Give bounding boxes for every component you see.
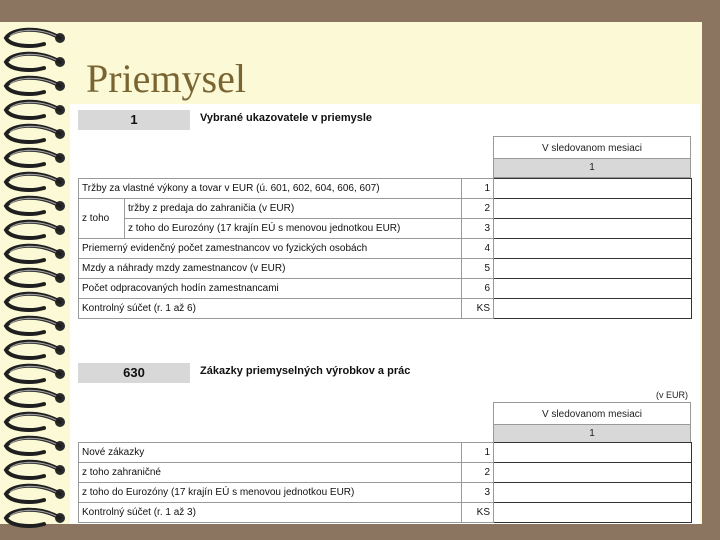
binding-ring-icon: [6, 510, 60, 526]
section1-heading: Vybrané ukazovatele v priemysle: [200, 112, 373, 124]
section1-column-label: V sledovanom mesiaci: [494, 137, 690, 159]
row-number: 3: [462, 483, 494, 503]
binding-ring-icon: [6, 438, 60, 454]
binding-ring-icon: [6, 222, 60, 238]
section2-column-number: 1: [494, 425, 690, 443]
row-number: 5: [462, 259, 494, 279]
frame-right: [702, 0, 720, 540]
section1-code: 1: [78, 110, 190, 130]
section2-code: 630: [78, 363, 190, 383]
table-row: [79, 483, 692, 503]
row-group-label: z toho: [79, 199, 125, 239]
binding-ring-icon: [6, 150, 60, 166]
row-number: 1: [462, 179, 494, 199]
section2-column-header: [493, 402, 691, 444]
row-label: Mzdy a náhrady mzdy zamestnancov (v EUR): [79, 259, 462, 279]
binding-ring-icon: [6, 294, 60, 310]
row-number: 4: [462, 239, 494, 259]
row-number: 2: [462, 463, 494, 483]
binding-ring-icon: [6, 462, 60, 478]
form-sheet: [70, 104, 700, 524]
table-row: [79, 239, 692, 259]
table-row: [79, 503, 692, 523]
value-cell[interactable]: [494, 279, 692, 299]
binding-ring-icon: [6, 342, 60, 358]
table-row: [79, 279, 692, 299]
section2-heading: Zákazky priemyselných výrobkov a prác: [200, 365, 411, 377]
table-row: [79, 259, 692, 279]
table-row: [79, 463, 692, 483]
binding-ring-icon: [6, 486, 60, 502]
row-number: KS: [462, 299, 494, 319]
value-cell[interactable]: [494, 219, 692, 239]
value-cell[interactable]: [494, 299, 692, 319]
section1-column-header: [493, 136, 691, 178]
row-label: z toho do Eurozóny (17 krajín EÚ s menovou jednotkou EUR): [125, 219, 462, 239]
row-label: Priemerný evidenčný počet zamestnancov vo fyzických osobách: [79, 239, 462, 259]
binding-ring-icon: [6, 414, 60, 430]
binding-ring-icon: [6, 78, 60, 94]
binding-ring-icon: [6, 318, 60, 334]
table-row: [79, 199, 692, 219]
binding-ring-icon: [6, 126, 60, 142]
slide-title: Priemysel: [86, 56, 246, 101]
binding-ring-icon: [6, 174, 60, 190]
row-label: Tržby za vlastné výkony a tovar v EUR (ú. 601, 602, 604, 606, 607): [79, 179, 462, 199]
row-number: 2: [462, 199, 494, 219]
row-label: Nové zákazky: [79, 443, 462, 463]
row-label: Kontrolný súčet (r. 1 až 6): [79, 299, 462, 319]
table-row: [79, 299, 692, 319]
row-label: z toho do Eurozóny (17 krajín EÚ s menovou jednotkou EUR): [79, 483, 462, 503]
binding-ring-icon: [6, 198, 60, 214]
table-row: [79, 179, 692, 199]
section1-column-number: 1: [494, 159, 690, 177]
section1-table: [78, 178, 692, 319]
table-row: [79, 443, 692, 463]
value-cell[interactable]: [494, 259, 692, 279]
value-cell[interactable]: [494, 199, 692, 219]
value-cell[interactable]: [494, 443, 692, 463]
row-label: Počet odpracovaných hodín zamestnancami: [79, 279, 462, 299]
row-label: Kontrolný súčet (r. 1 až 3): [79, 503, 462, 523]
value-cell[interactable]: [494, 483, 692, 503]
binding-ring-icon: [6, 270, 60, 286]
row-label: tržby z predaja do zahraničia (v EUR): [125, 199, 462, 219]
row-number: KS: [462, 503, 494, 523]
binding-ring-icon: [6, 54, 60, 70]
value-cell[interactable]: [494, 463, 692, 483]
frame-bottom: [0, 524, 720, 540]
row-number: 3: [462, 219, 494, 239]
spiral-binding-icon: [0, 22, 70, 532]
table-row: [79, 219, 692, 239]
section2-column-label: V sledovanom mesiaci: [494, 403, 690, 425]
section2-table: [78, 442, 692, 523]
row-label: z toho zahraničné: [79, 463, 462, 483]
binding-ring-icon: [6, 390, 60, 406]
frame-top: [0, 0, 720, 22]
binding-ring-icon: [6, 246, 60, 262]
value-cell[interactable]: [494, 503, 692, 523]
binding-ring-icon: [6, 102, 60, 118]
binding-ring-icon: [6, 30, 60, 46]
value-cell[interactable]: [494, 179, 692, 199]
binding-ring-icon: [6, 366, 60, 382]
row-number: 1: [462, 443, 494, 463]
row-number: 6: [462, 279, 494, 299]
value-cell[interactable]: [494, 239, 692, 259]
section2-unit: (v EUR): [656, 390, 688, 400]
